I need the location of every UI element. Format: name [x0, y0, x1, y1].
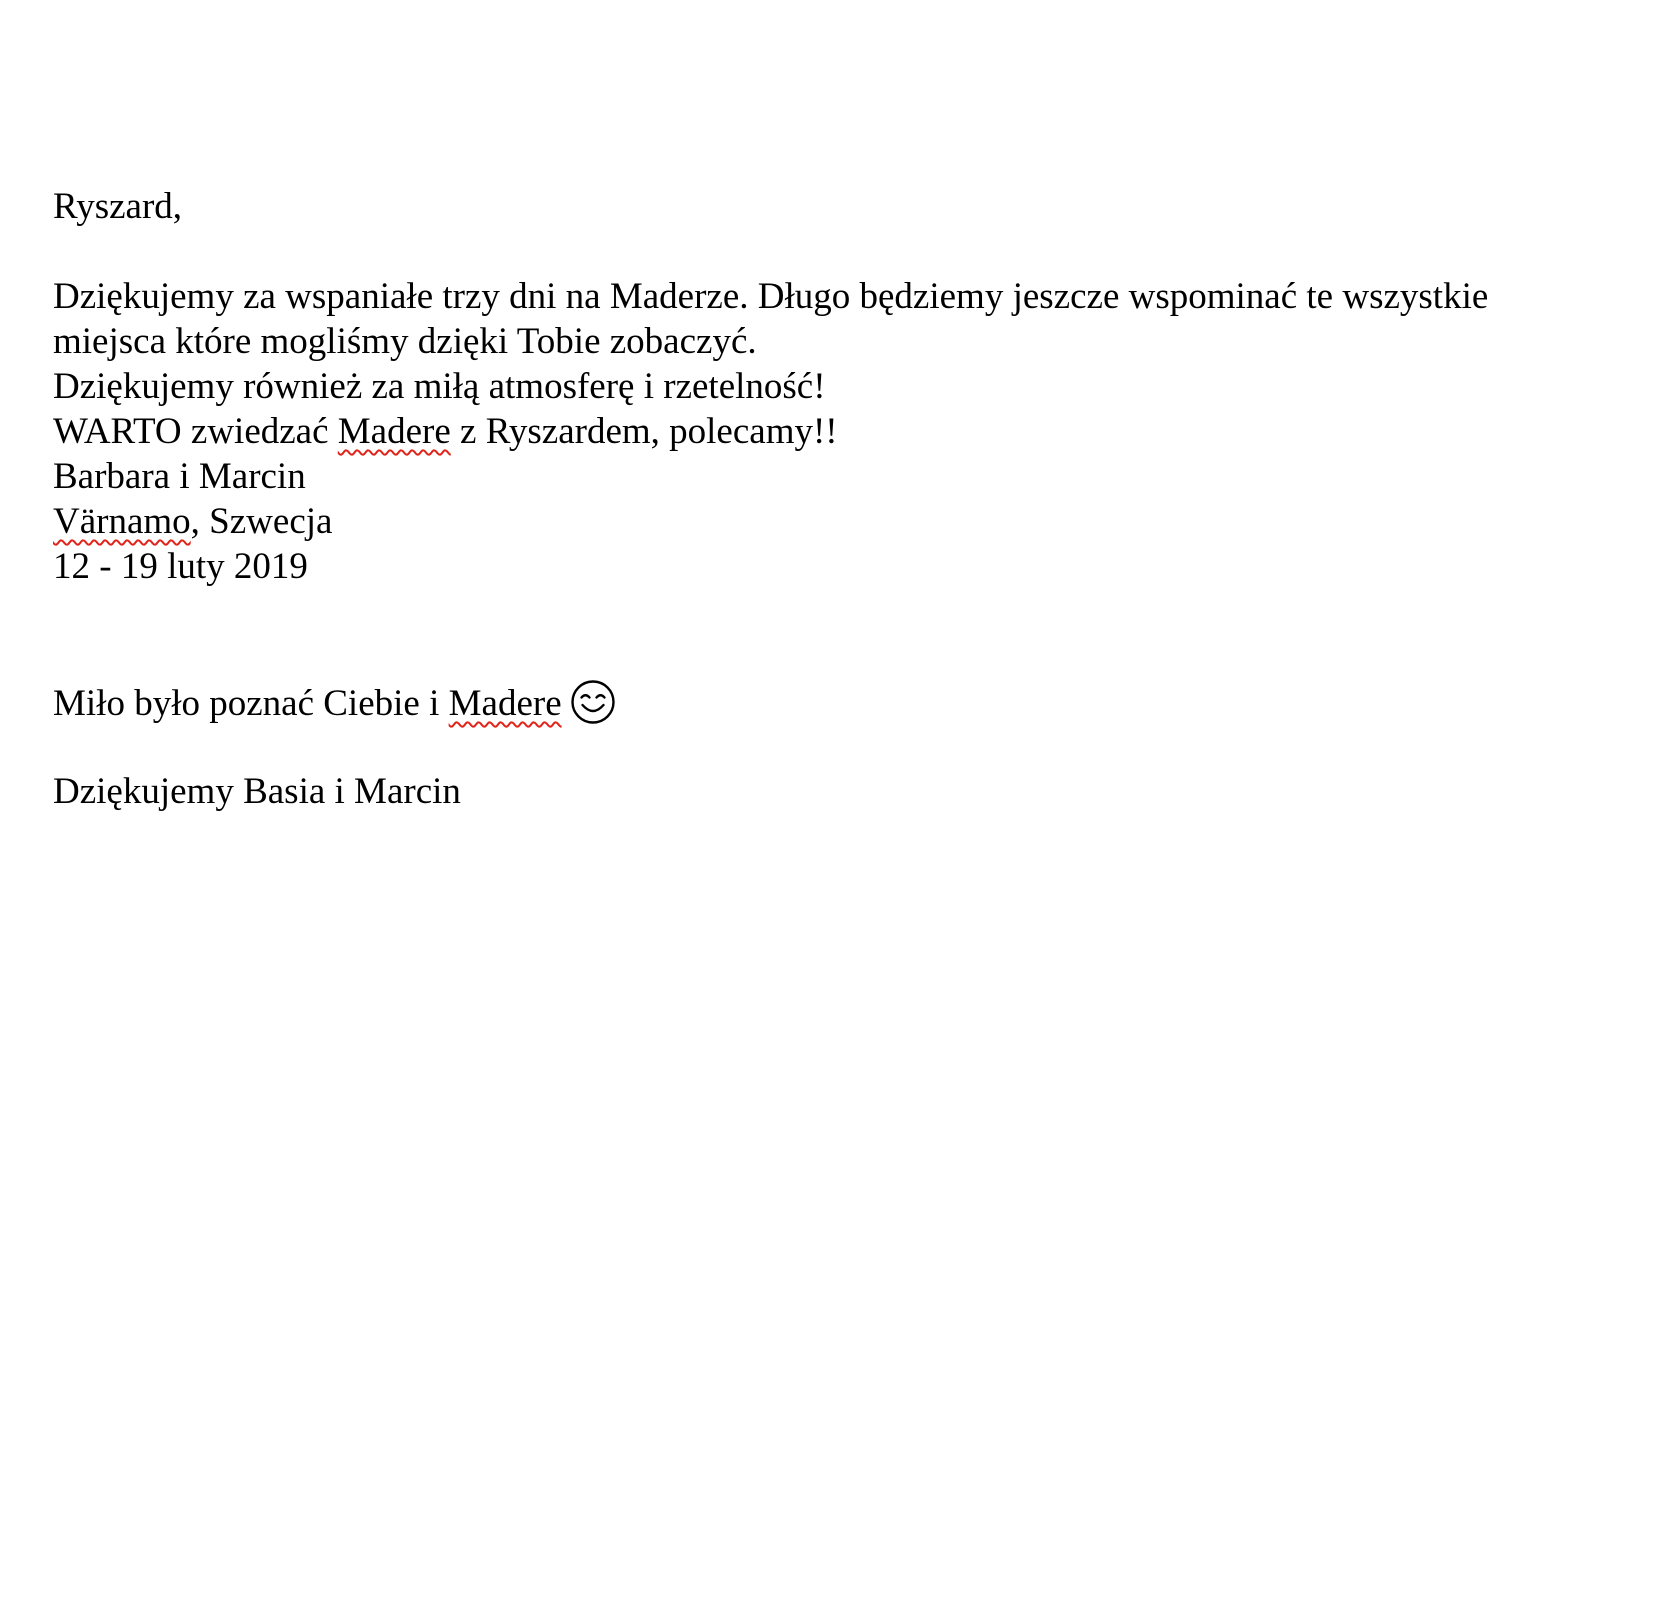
- greeting-line: Ryszard,: [53, 186, 183, 227]
- empty-line: [53, 229, 1613, 274]
- misspelled-word-varnamo[interactable]: Värnamo: [53, 501, 191, 542]
- paragraph-line-2: miejsca które mogliśmy dzięki Tobie zobaczyć.: [53, 321, 757, 362]
- final-thanks-line: Dziękujemy Basia i Marcin: [53, 771, 461, 812]
- closing-line: [53, 679, 1613, 724]
- location-country: , Szwecja: [190, 501, 333, 542]
- thanks-line: Dziękujemy również za miłą atmosferę i rzetelność!: [53, 366, 826, 407]
- recommend-prefix: WARTO zwiedzać: [53, 411, 338, 452]
- signature-names-line: Barbara i Marcin: [53, 456, 306, 497]
- location-line: [53, 499, 1613, 544]
- empty-line: [53, 589, 1613, 634]
- recommend-line: [53, 409, 1613, 454]
- closing-prefix: Miło było poznać Ciebie i: [53, 683, 449, 724]
- dates-line: 12 - 19 luty 2019: [53, 546, 308, 587]
- misspelled-word-madere-2[interactable]: Madere: [448, 683, 562, 724]
- recommend-suffix: z Ryszardem, polecamy!!: [450, 411, 838, 452]
- misspelled-word-madere[interactable]: Madere: [337, 411, 451, 452]
- paragraph-line-1: Dziękujemy za wspaniałe trzy dni na Maderze. Długo będziemy jeszcze wspominać te wszystkie: [53, 276, 1489, 317]
- empty-line: [53, 634, 1613, 679]
- empty-line: [53, 724, 1613, 769]
- smiley-face-icon: [570, 679, 616, 725]
- letter-body[interactable]: [53, 184, 1613, 814]
